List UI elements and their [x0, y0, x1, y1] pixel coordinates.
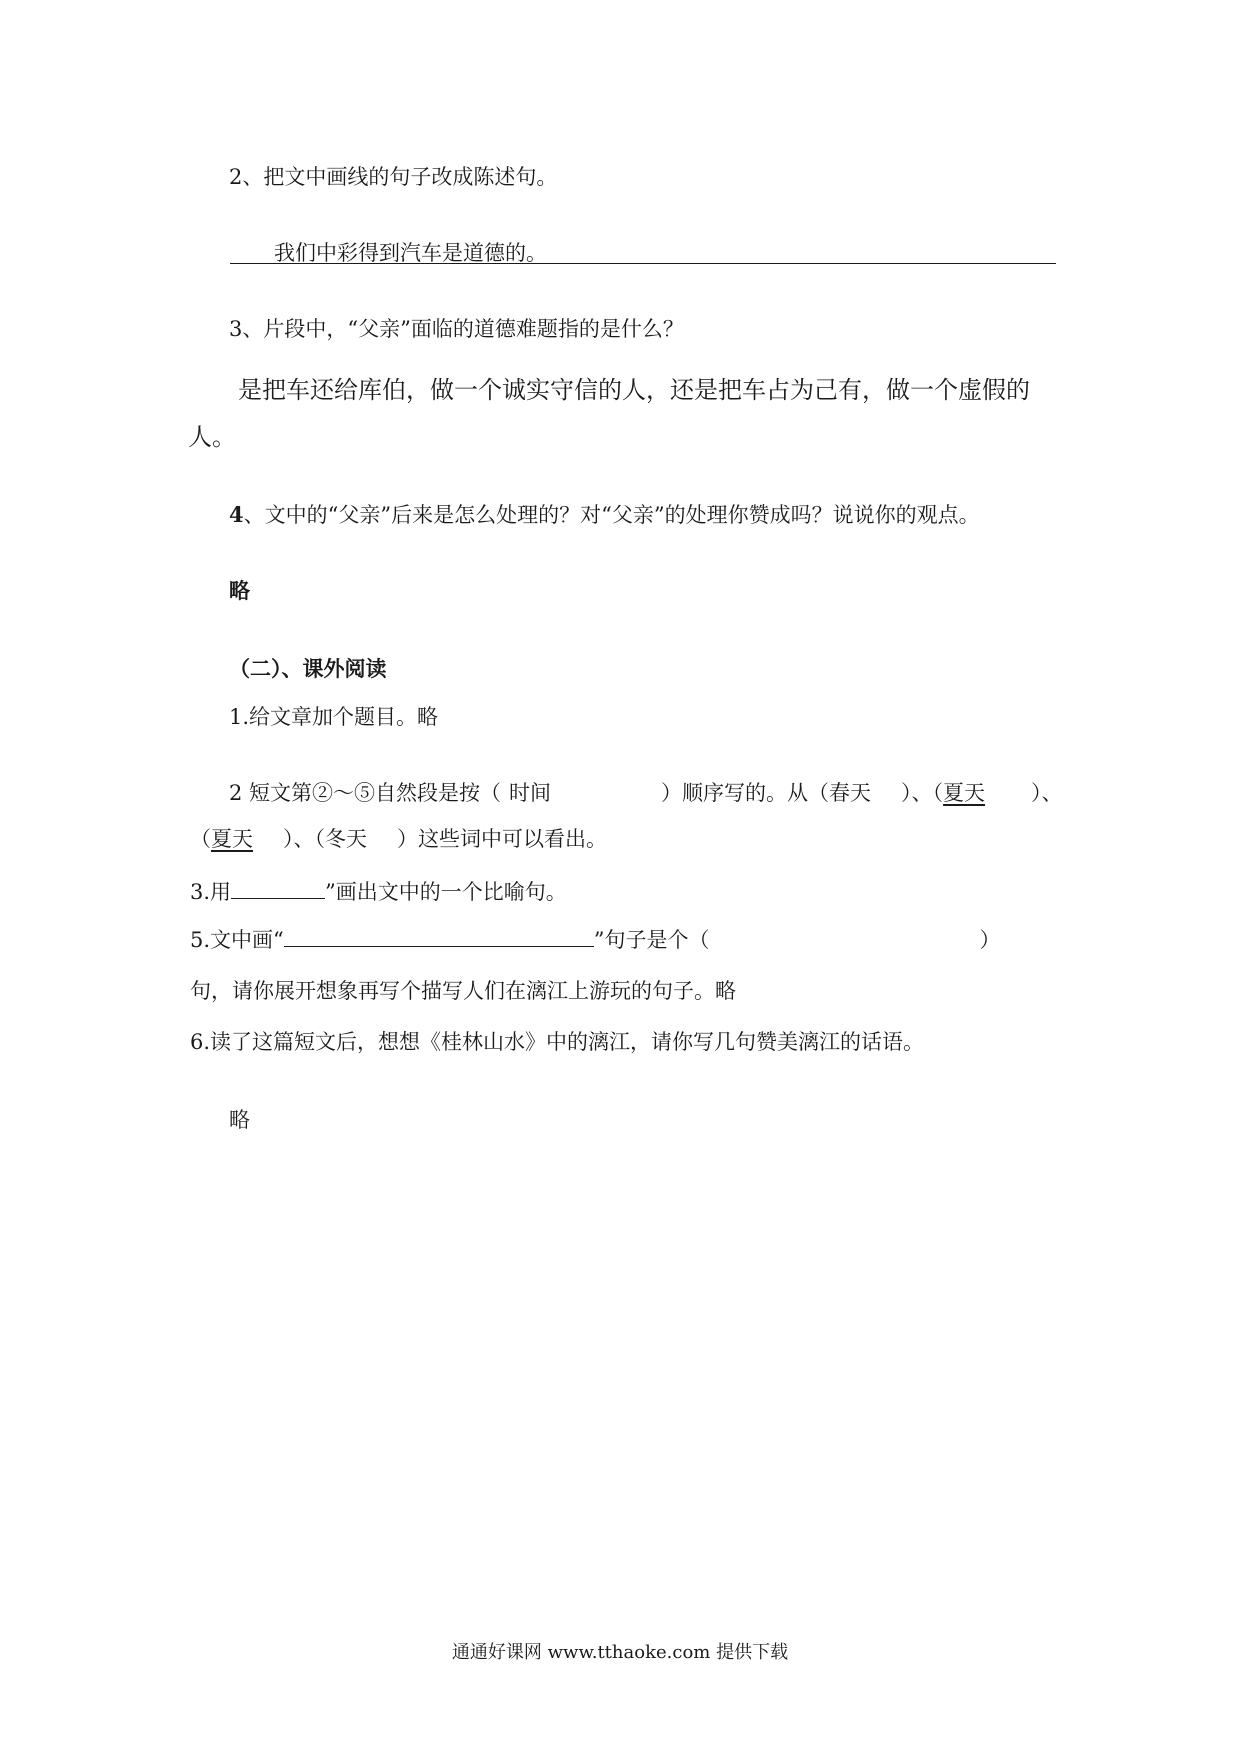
s2-q3-suffix: ”画出文中的一个比喻句。	[325, 880, 567, 904]
s2-q2-l2-end: ）这些词中可以看出。	[397, 827, 607, 851]
page-footer: 通通好课网 www.tthaoke.com 提供下载	[451, 1642, 789, 1663]
s2-q6-answer: 略	[229, 1108, 250, 1132]
s2-q2-answer-summer2: 夏天	[211, 827, 253, 851]
section2-title: （二）、课外阅读	[229, 656, 387, 681]
s2-q2-l2-mid: ）、（冬天	[283, 827, 367, 851]
s2-q1: 1.给文章加个题目。略	[229, 705, 439, 729]
s2-q2-prefix: 2 短文第②～⑤自然段是按（	[229, 781, 502, 805]
q4-number: 4	[229, 502, 244, 527]
s2-q3-blank	[231, 876, 325, 899]
s2-q2-answer-time: 时间	[509, 781, 552, 805]
q2-answer-underline	[230, 263, 1056, 264]
s2-q5-close: ）	[979, 928, 1001, 952]
s2-q2-sep: ）、（	[901, 781, 944, 805]
s2-q2-mid: ）顺序写的。从（春天	[661, 781, 872, 805]
q2-answer: 我们中彩得到汽车是道德的。	[274, 241, 547, 265]
q4-question	[229, 500, 980, 530]
q4-answer: 略	[229, 578, 250, 603]
s2-q5	[190, 924, 1001, 955]
s2-q2-answer-summer1: 夏天	[943, 781, 986, 805]
q4-text: 、文中的“父亲”后来是怎么处理的？对“父亲”的处理你赞成吗？说说你的观点。	[243, 503, 980, 527]
q3-question: 3、片段中，“父亲”面临的道德难题指的是什么？	[229, 317, 684, 341]
s2-q2-line2	[190, 824, 607, 854]
s2-q2-l2-open: （	[190, 827, 211, 851]
s2-q2-end: ）、	[1031, 781, 1063, 805]
q2-question: 2、把文中画线的句子改成陈述句。	[229, 165, 558, 189]
q3-answer-line2: 人。	[188, 423, 236, 451]
s2-q5-blank	[284, 924, 594, 947]
s2-q6: 6.读了这篇短文后，想想《桂林山水》中的漓江，请你写几句赞美漓江的话语。	[190, 1030, 925, 1054]
s2-q5-mid: ”句子是个（	[593, 928, 710, 952]
s2-q2-line1	[229, 778, 1063, 808]
s2-q3	[190, 876, 567, 907]
s2-q3-prefix: 3.用	[190, 880, 232, 904]
s2-q5-prefix: 5.文中画“	[190, 928, 284, 952]
s2-q5-continued: 句，请你展开想象再写个描写人们在漓江上游玩的句子。略	[190, 979, 736, 1003]
q3-answer-line1: 是把车还给库伯，做一个诚实守信的人，还是把车占为己有，做一个虚假的	[238, 376, 1030, 404]
